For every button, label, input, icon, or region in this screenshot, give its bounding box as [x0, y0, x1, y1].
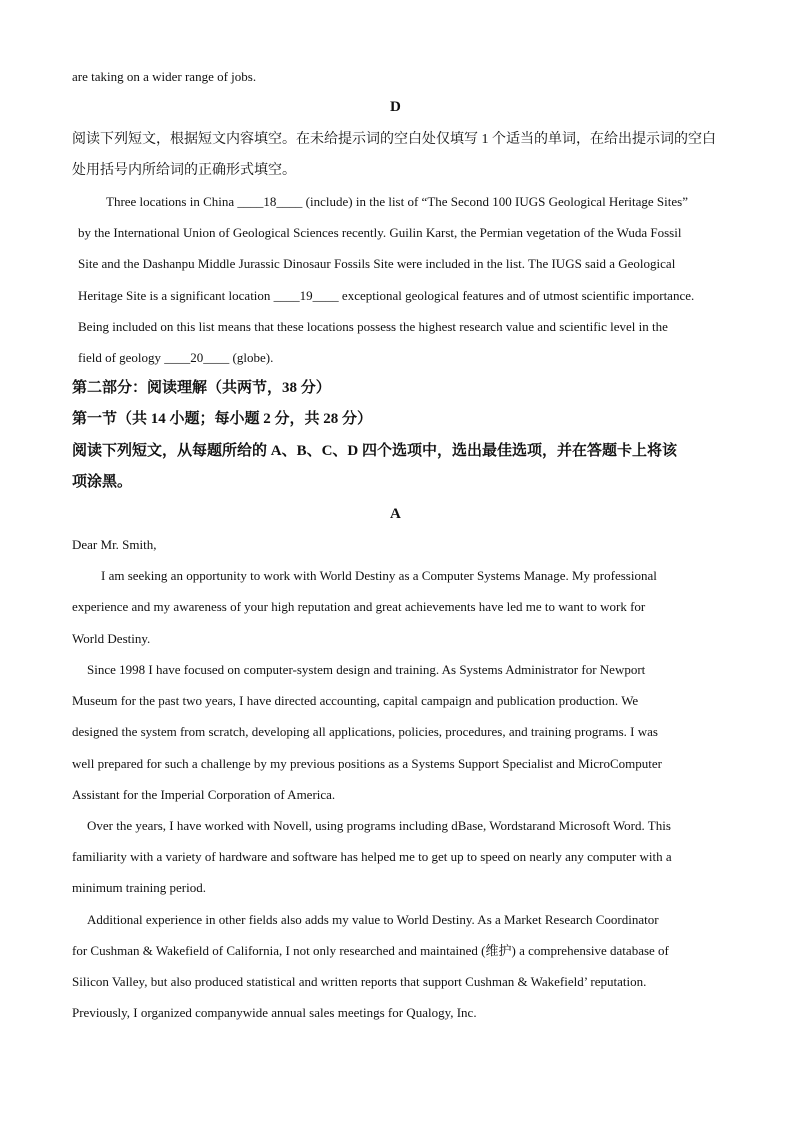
- intro-tail: are taking on a wider range of jobs.: [72, 69, 257, 84]
- letter-line: familiarity with a variety of hardware and software has helped me to get up to speed on nearly any computer with a: [72, 849, 672, 864]
- passage-line-1: [106, 193, 688, 211]
- letter-line: well prepared for such a challenge by my previous positions as a Systems Support Specialist and MicroComputer: [72, 756, 662, 771]
- letter-line: experience and my awareness of your high reputation and great achievements have led me to want to work for: [72, 599, 646, 614]
- part2-instruction-1: 阅读下列短文，从每题所给的 A、B、C、D 四个选项中，选出最佳选项，并在答题卡上将该: [72, 443, 678, 459]
- passage-text: field of geology: [78, 350, 162, 365]
- passage-line-2: by the International Union of Geological Sciences recently. Guilin Karst, the Permian vegetation of the Wuda Fossil: [78, 225, 682, 240]
- letter-line: for Cushman & Wakefield of California, I not only researched and maintained (维护) a comprehensive database of: [72, 943, 669, 958]
- letter-line: Since 1998 I have focused on computer-system design and training. As Systems Administrator for Newport: [87, 662, 646, 677]
- letter-line: I am seeking an opportunity to work with World Destiny as a Computer Systems Manage. My professional: [101, 568, 657, 583]
- letter-line: Previously, I organized companywide annual sales meetings for Qualogy, Inc.: [72, 1005, 477, 1020]
- passage-text: Heritage Site is a significant location: [78, 288, 271, 303]
- part2-title: 第二部分：阅读理解（共两节，38 分）: [72, 380, 331, 396]
- passage-text: (include) in the list of “The Second 100 IUGS Geological Heritage Sites”: [305, 194, 688, 209]
- passage-text: (globe).: [232, 350, 274, 365]
- part2-section1: 第一节（共 14 小题；每小题 2 分，共 28 分）: [72, 411, 373, 427]
- section-d-heading: D: [390, 99, 401, 115]
- passage-line-5: Being included on this list means that these locations possess the highest research value and scientific level in the: [78, 319, 668, 334]
- letter-line: World Destiny.: [72, 631, 151, 646]
- section-d-instruction-1: 阅读下列短文，根据短文内容填空。在未给提示词的空白处仅填写 1 个适当的单词，在给出提示词的空白: [72, 132, 716, 147]
- letter-line: Additional experience in other fields also adds my value to World Destiny. As a Market Research Coordinator: [87, 912, 659, 927]
- passage-line-3: Site and the Dashanpu Middle Jurassic Dinosaur Fossils Site were included in the list. The IUGS said a Geological: [78, 256, 676, 271]
- passage-text: exceptional geological features and of utmost scientific importance.: [341, 288, 695, 303]
- passage-line-6: [78, 349, 273, 367]
- section-d-instruction-2: 处用括号内所给词的正确形式填空。: [72, 163, 296, 178]
- blank-18: ____18____: [237, 194, 303, 209]
- section-a-heading: A: [390, 506, 401, 522]
- letter-line: Assistant for the Imperial Corporation of America.: [72, 787, 336, 802]
- letter-line: Over the years, I have worked with Novell, using programs including dBase, Wordstarand Microsoft Word. This: [87, 818, 671, 833]
- letter-line: designed the system from scratch, developing all applications, policies, procedures, and training programs. I was: [72, 724, 658, 739]
- letter-line: Museum for the past two years, I have directed accounting, capital campaign and publication production. We: [72, 693, 639, 708]
- part2-instruction-2: 项涂黑。: [72, 474, 133, 490]
- salutation: Dear Mr. Smith,: [72, 537, 157, 552]
- passage-line-4: [78, 287, 694, 305]
- letter-line: Silicon Valley, but also produced statistical and written reports that support Cushman & Wakefield’ reputation.: [72, 974, 647, 989]
- blank-19: ____19____: [273, 288, 339, 303]
- passage-text: Three locations in China: [106, 194, 235, 209]
- letter-line: minimum training period.: [72, 880, 206, 895]
- blank-20: ____20____: [164, 350, 230, 365]
